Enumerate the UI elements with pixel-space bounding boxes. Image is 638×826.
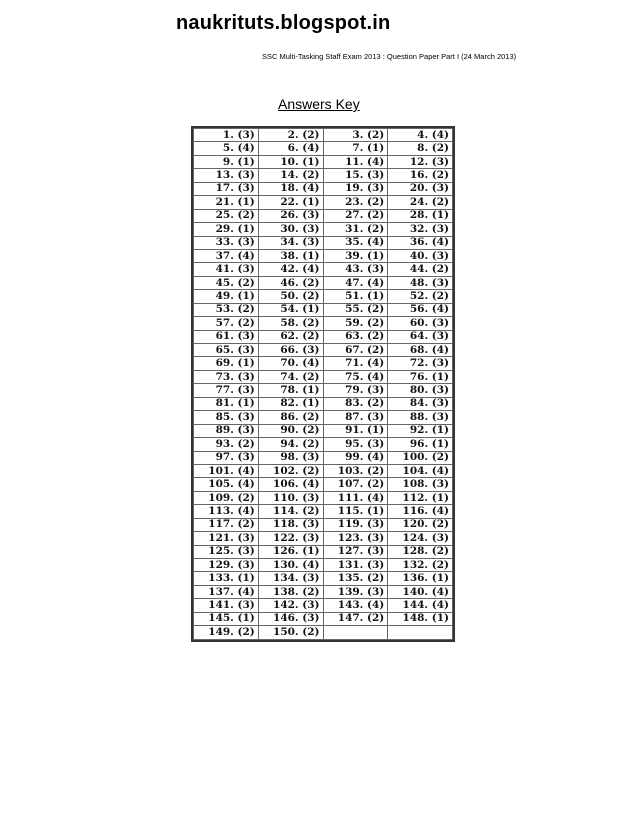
table-row xyxy=(194,223,453,236)
site-title: naukrituts.blogspot.in xyxy=(176,12,391,34)
answer-cell: 78. (1) xyxy=(258,384,323,397)
table-row xyxy=(194,464,453,477)
answer-cell: 12. (3) xyxy=(388,155,453,168)
answer-cell: 141. (3) xyxy=(194,599,259,612)
answer-cell: 86. (2) xyxy=(258,411,323,424)
answer-cell: 90. (2) xyxy=(258,424,323,437)
answer-cell: 127. (3) xyxy=(323,545,388,558)
answer-cell: 93. (2) xyxy=(194,438,259,451)
table-row xyxy=(194,532,453,545)
answer-cell: 144. (4) xyxy=(388,599,453,612)
table-row xyxy=(194,612,453,625)
answer-cell: 92. (1) xyxy=(388,424,453,437)
answer-cell: 4. (4) xyxy=(388,129,453,142)
answer-cell: 79. (3) xyxy=(323,384,388,397)
answer-cell: 60. (3) xyxy=(388,317,453,330)
answer-cell: 106. (4) xyxy=(258,478,323,491)
answer-cell: 19. (3) xyxy=(323,182,388,195)
table-row xyxy=(194,209,453,222)
answer-cell: 139. (3) xyxy=(323,585,388,598)
answer-cell: 26. (3) xyxy=(258,209,323,222)
answer-cell: 65. (3) xyxy=(194,344,259,357)
answer-cell: 69. (1) xyxy=(194,357,259,370)
answer-cell: 133. (1) xyxy=(194,572,259,585)
table-row xyxy=(194,129,453,142)
answer-cell: 6. (4) xyxy=(258,142,323,155)
answer-cell: 37. (4) xyxy=(194,249,259,262)
answer-cell: 7. (1) xyxy=(323,142,388,155)
answer-cell: 59. (2) xyxy=(323,317,388,330)
answer-cell: 46. (2) xyxy=(258,276,323,289)
answer-cell: 67. (2) xyxy=(323,344,388,357)
table-row xyxy=(194,196,453,209)
answer-cell: 126. (1) xyxy=(258,545,323,558)
table-row xyxy=(194,303,453,316)
answer-cell: 33. (3) xyxy=(194,236,259,249)
answer-cell xyxy=(323,626,388,639)
answer-cell: 113. (4) xyxy=(194,505,259,518)
answer-cell: 49. (1) xyxy=(194,290,259,303)
answer-cell: 75. (4) xyxy=(323,370,388,383)
answer-cell: 66. (3) xyxy=(258,344,323,357)
answer-cell: 56. (4) xyxy=(388,303,453,316)
answer-cell: 101. (4) xyxy=(194,464,259,477)
answer-cell: 100. (2) xyxy=(388,451,453,464)
answer-cell: 145. (1) xyxy=(194,612,259,625)
answer-cell: 36. (4) xyxy=(388,236,453,249)
table-row xyxy=(194,290,453,303)
answer-cell: 136. (1) xyxy=(388,572,453,585)
answer-cell: 35. (4) xyxy=(323,236,388,249)
answer-cell: 115. (1) xyxy=(323,505,388,518)
answer-cell: 77. (3) xyxy=(194,384,259,397)
answer-cell: 117. (2) xyxy=(194,518,259,531)
answer-cell: 96. (1) xyxy=(388,438,453,451)
answer-cell: 18. (4) xyxy=(258,182,323,195)
answer-cell: 122. (3) xyxy=(258,532,323,545)
table-row xyxy=(194,397,453,410)
answer-cell: 148. (1) xyxy=(388,612,453,625)
table-row xyxy=(194,249,453,262)
table-row xyxy=(194,317,453,330)
answer-cell: 111. (4) xyxy=(323,491,388,504)
answer-cell: 130. (4) xyxy=(258,559,323,572)
answer-cell: 80. (3) xyxy=(388,384,453,397)
table-row xyxy=(194,155,453,168)
answer-cell: 121. (3) xyxy=(194,532,259,545)
answer-cell: 34. (3) xyxy=(258,236,323,249)
answer-cell: 142. (3) xyxy=(258,599,323,612)
answer-cell: 70. (4) xyxy=(258,357,323,370)
answer-cell: 11. (4) xyxy=(323,155,388,168)
answer-cell: 1. (3) xyxy=(194,129,259,142)
table-row xyxy=(194,626,453,639)
answer-cell: 110. (3) xyxy=(258,491,323,504)
answer-cell xyxy=(388,626,453,639)
answer-cell: 48. (3) xyxy=(388,276,453,289)
answer-cell: 40. (3) xyxy=(388,249,453,262)
table-row xyxy=(194,478,453,491)
answer-cell: 58. (2) xyxy=(258,317,323,330)
answer-cell: 108. (3) xyxy=(388,478,453,491)
answer-cell: 73. (3) xyxy=(194,370,259,383)
answer-cell: 95. (3) xyxy=(323,438,388,451)
answer-cell: 82. (1) xyxy=(258,397,323,410)
answer-cell: 14. (2) xyxy=(258,169,323,182)
answer-cell: 15. (3) xyxy=(323,169,388,182)
answer-cell: 57. (2) xyxy=(194,317,259,330)
answer-cell: 52. (2) xyxy=(388,290,453,303)
answer-cell: 41. (3) xyxy=(194,263,259,276)
answer-cell: 143. (4) xyxy=(323,599,388,612)
answer-cell: 132. (2) xyxy=(388,559,453,572)
answer-cell: 21. (1) xyxy=(194,196,259,209)
answer-cell: 89. (3) xyxy=(194,424,259,437)
answers-key-heading: Answers Key xyxy=(278,96,360,112)
answer-cell: 71. (4) xyxy=(323,357,388,370)
table-row xyxy=(194,344,453,357)
answer-cell: 16. (2) xyxy=(388,169,453,182)
answer-cell: 98. (3) xyxy=(258,451,323,464)
answer-cell: 107. (2) xyxy=(323,478,388,491)
answer-cell: 51. (1) xyxy=(323,290,388,303)
answer-cell: 125. (3) xyxy=(194,545,259,558)
answer-cell: 83. (2) xyxy=(323,397,388,410)
answer-key-body xyxy=(194,129,453,640)
answer-cell: 22. (1) xyxy=(258,196,323,209)
answer-cell: 17. (3) xyxy=(194,182,259,195)
answer-cell: 25. (2) xyxy=(194,209,259,222)
answer-cell: 55. (2) xyxy=(323,303,388,316)
answer-cell: 129. (3) xyxy=(194,559,259,572)
answer-cell: 94. (2) xyxy=(258,438,323,451)
answer-key-table xyxy=(191,126,455,642)
answer-cell: 103. (2) xyxy=(323,464,388,477)
answer-cell: 61. (3) xyxy=(194,330,259,343)
answer-cell: 76. (1) xyxy=(388,370,453,383)
exam-subtitle: SSC Multi-Tasking Staff Exam 2013 : Question Paper Part I (24 March 2013) xyxy=(262,52,517,61)
answer-cell: 99. (4) xyxy=(323,451,388,464)
table-row xyxy=(194,451,453,464)
answer-cell: 112. (1) xyxy=(388,491,453,504)
answer-cell: 85. (3) xyxy=(194,411,259,424)
answer-cell: 81. (1) xyxy=(194,397,259,410)
answer-cell: 31. (2) xyxy=(323,223,388,236)
table-row xyxy=(194,559,453,572)
table-row xyxy=(194,276,453,289)
answer-cell: 47. (4) xyxy=(323,276,388,289)
table-row xyxy=(194,599,453,612)
answer-cell: 32. (3) xyxy=(388,223,453,236)
answer-cell: 10. (1) xyxy=(258,155,323,168)
answer-cell: 13. (3) xyxy=(194,169,259,182)
answer-cell: 138. (2) xyxy=(258,585,323,598)
table-row xyxy=(194,236,453,249)
answer-cell: 28. (1) xyxy=(388,209,453,222)
answer-cell: 149. (2) xyxy=(194,626,259,639)
answer-cell: 3. (2) xyxy=(323,129,388,142)
answer-cell: 74. (2) xyxy=(258,370,323,383)
answer-cell: 97. (3) xyxy=(194,451,259,464)
table-row xyxy=(194,169,453,182)
answer-cell: 137. (4) xyxy=(194,585,259,598)
answer-cell: 29. (1) xyxy=(194,223,259,236)
answer-cell: 54. (1) xyxy=(258,303,323,316)
answer-cell: 128. (2) xyxy=(388,545,453,558)
answer-cell: 8. (2) xyxy=(388,142,453,155)
table-row xyxy=(194,182,453,195)
answer-cell: 62. (2) xyxy=(258,330,323,343)
answer-cell: 64. (3) xyxy=(388,330,453,343)
answer-cell: 124. (3) xyxy=(388,532,453,545)
answer-cell: 38. (1) xyxy=(258,249,323,262)
table-row xyxy=(194,370,453,383)
table-row xyxy=(194,424,453,437)
table-row xyxy=(194,384,453,397)
table-row xyxy=(194,263,453,276)
answer-cell: 5. (4) xyxy=(194,142,259,155)
answer-cell: 53. (2) xyxy=(194,303,259,316)
answer-cell: 134. (3) xyxy=(258,572,323,585)
answer-cell: 88. (3) xyxy=(388,411,453,424)
answer-cell: 72. (3) xyxy=(388,357,453,370)
answer-cell: 140. (4) xyxy=(388,585,453,598)
table-row xyxy=(194,438,453,451)
answer-cell: 63. (2) xyxy=(323,330,388,343)
table-row xyxy=(194,142,453,155)
table-row xyxy=(194,357,453,370)
answer-cell: 116. (4) xyxy=(388,505,453,518)
answer-cell: 105. (4) xyxy=(194,478,259,491)
answer-cell: 147. (2) xyxy=(323,612,388,625)
answer-cell: 87. (3) xyxy=(323,411,388,424)
answer-cell: 114. (2) xyxy=(258,505,323,518)
answer-cell: 50. (2) xyxy=(258,290,323,303)
answer-cell: 109. (2) xyxy=(194,491,259,504)
answer-cell: 30. (3) xyxy=(258,223,323,236)
answer-cell: 23. (2) xyxy=(323,196,388,209)
answer-cell: 45. (2) xyxy=(194,276,259,289)
answer-cell: 91. (1) xyxy=(323,424,388,437)
answer-cell: 123. (3) xyxy=(323,532,388,545)
answer-cell: 120. (2) xyxy=(388,518,453,531)
answer-cell: 131. (3) xyxy=(323,559,388,572)
table-row xyxy=(194,518,453,531)
answer-cell: 20. (3) xyxy=(388,182,453,195)
answer-cell: 68. (4) xyxy=(388,344,453,357)
answer-cell: 150. (2) xyxy=(258,626,323,639)
table-row xyxy=(194,585,453,598)
table-row xyxy=(194,572,453,585)
answer-cell: 102. (2) xyxy=(258,464,323,477)
table-row xyxy=(194,505,453,518)
answer-cell: 84. (3) xyxy=(388,397,453,410)
table-row xyxy=(194,411,453,424)
answer-cell: 24. (2) xyxy=(388,196,453,209)
table-row xyxy=(194,330,453,343)
answer-cell: 42. (4) xyxy=(258,263,323,276)
answer-cell: 27. (2) xyxy=(323,209,388,222)
answer-cell: 104. (4) xyxy=(388,464,453,477)
answer-cell: 135. (2) xyxy=(323,572,388,585)
answer-cell: 118. (3) xyxy=(258,518,323,531)
answer-cell: 119. (3) xyxy=(323,518,388,531)
answer-cell: 39. (1) xyxy=(323,249,388,262)
answer-cell: 44. (2) xyxy=(388,263,453,276)
answer-cell: 43. (3) xyxy=(323,263,388,276)
table-row xyxy=(194,491,453,504)
answer-cell: 146. (3) xyxy=(258,612,323,625)
table-row xyxy=(194,545,453,558)
answer-cell: 9. (1) xyxy=(194,155,259,168)
answer-cell: 2. (2) xyxy=(258,129,323,142)
